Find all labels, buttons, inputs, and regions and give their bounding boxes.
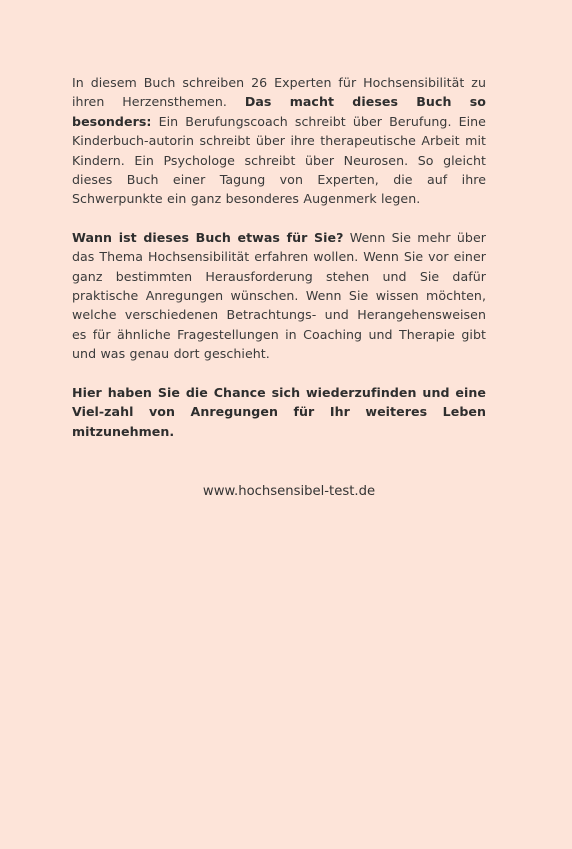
audience-text: Wenn Sie mehr über das Thema Hochsensibilität erfahren wollen. Wenn Sie vor einer ganz bestimmten Herausforderung stehen und Sie dafür praktische Anregungen wünschen. Wenn Sie wissen möchten, welche verschiedenen Betrachtungs- und Herangehensweisen es für ähnliche Fragestellungen in Coaching und Therapie gibt und was genau dort geschieht. [72,229,486,362]
website-link[interactable]: www.hochsensibel-test.de [202,484,376,499]
audience-question: Wann ist dieses Buch etwas für Sie? [72,229,344,245]
blurb-text [72,73,486,460]
closing-paragraph: Hier haben Sie die Chance sich wiederzufinden und eine Viel-zahl von Anregungen für Ihr weiteres Leben mitzunehmen. [72,384,486,439]
intro-highlight: Das macht dieses Buch so besonders: [72,94,487,129]
intro-paragraph [72,73,486,209]
intro-text-2: Ein Berufungscoach schreibt über Berufung. Eine Kinderbuch-autorin schreibt über ihre therapeutische Arbeit mit Kindern. Ein Psychologe schreibt über Neurosen. So gleicht dieses Buch einer Tagung von Experten, die auf ihre Schwerpunkte ein ganz besonderes Augenmerk legen. [72,113,486,207]
intro-text-1: In diesem Buch schreiben 26 Experten für Hochsensibilität zu ihren Herzensthemen. [72,75,486,110]
audience-paragraph [72,228,486,364]
